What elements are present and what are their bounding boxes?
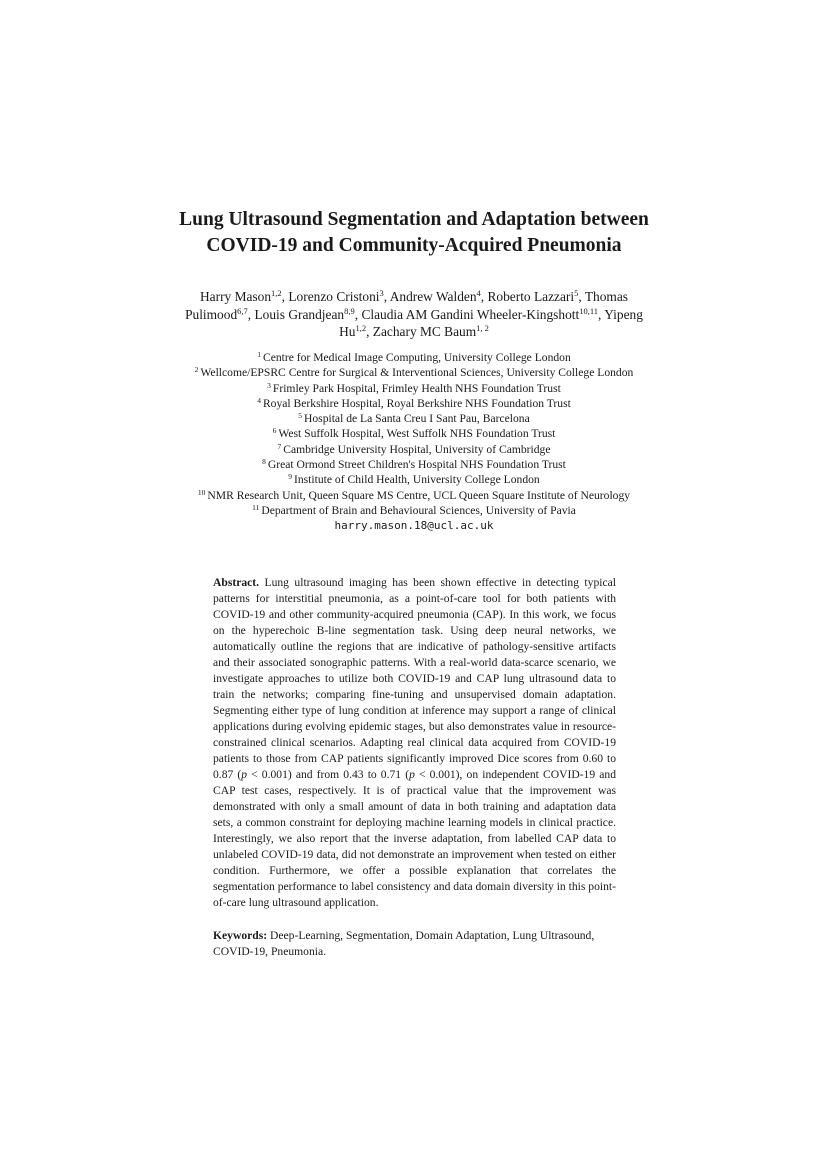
affiliation-text: Great Ormond Street Children's Hospital NHS Foundation Trust: [267, 458, 566, 472]
author: [487, 289, 584, 304]
title-line: Lung Ultrasound Segmentation and Adaptation between: [179, 209, 649, 230]
affiliation-number: 2: [194, 365, 199, 375]
author-name: Andrew Walden: [389, 289, 477, 304]
affiliation: [0, 365, 828, 380]
affiliation-text: Frimley Park Hospital, Frimley Health NHS Foundation Trust: [272, 381, 561, 395]
author-affiliation-mark: 10,11: [579, 305, 599, 316]
author-name: Roberto Lazzari: [487, 289, 575, 304]
p-value-symbol: p: [241, 768, 248, 781]
abstract-label: Abstract.: [213, 576, 260, 589]
abstract: [213, 575, 616, 911]
author-affiliation-mark: 3: [379, 288, 384, 298]
affiliation-items: [0, 350, 828, 518]
author-affiliation-mark: 4: [476, 288, 481, 298]
affiliation-number: 7: [277, 441, 282, 451]
affiliation-number: 3: [267, 380, 271, 390]
affiliation: [0, 426, 828, 441]
author-separator: ,: [366, 324, 373, 339]
author-name: Lorenzo Cristoni: [288, 289, 380, 304]
author-name: Thomas Pulimood: [185, 289, 628, 322]
author: [361, 307, 604, 322]
affiliation-number: 10: [197, 487, 206, 497]
affiliation-number: 6: [272, 426, 277, 436]
author-separator: ,: [598, 306, 605, 322]
author: [200, 289, 288, 304]
author-separator: ,: [281, 289, 289, 304]
author-name: Zachary MC Baum: [372, 324, 477, 339]
affiliation-text: Wellcome/EPSRC Centre for Surgical & Interventional Sciences, University College London: [200, 366, 634, 380]
affiliation-text: Institute of Child Health, University College London: [294, 473, 540, 487]
author-list: [180, 288, 648, 341]
author-affiliation-mark: 6,7: [237, 305, 248, 316]
affiliation: [0, 350, 828, 365]
author-name: Yipeng Hu: [339, 306, 643, 339]
author-affiliation-mark: 1,2: [271, 288, 282, 298]
affiliation: [0, 381, 828, 396]
author: [288, 289, 389, 304]
affiliation: [0, 488, 828, 503]
affiliation-number: 1: [257, 350, 261, 359]
affiliation-number: 8: [262, 457, 266, 467]
abstract-text: Lung ultrasound imaging has been shown effective in detecting typical patterns for interstitial pneumonia, as a point-of-care tool for both patients with COVID-19 and other community-acquired pneumonia (CAP). In this work, we focus on the hyperechoic B-line segmentation task. Using deep neural networks, we automatically outline the regions that are indicative of pathology-sensitive artifacts and their associated sonographic patterns. With a real-world data-scarce scenario, we investigate approaches to utilize both COVID-19 and CAP lung ultrasound data to train the networks; comparing fine-tuning and unsupervised domain adaptation. Segmenting either type of lung condition at inference may support a range of clinical applications during evolving epidemic stages, but also demonstrates value in resource-constrained clinical scenarios. Adapting real clinical data acquired from COVID-19 patients to those from CAP patients significantly improved Dice scores from 0.60 to 0.87 (: [213, 576, 616, 781]
affiliation-text: NMR Research Unit, Queen Square MS Centre, UCL Queen Square Institute of Neurology: [207, 488, 631, 502]
affiliation-number: 9: [288, 472, 293, 482]
author-affiliation-mark: 1, 2: [476, 323, 489, 333]
author-name: Harry Mason: [200, 289, 272, 304]
affiliation: [0, 457, 828, 472]
author-separator: ,: [247, 306, 255, 322]
affiliation-number: 11: [252, 502, 260, 512]
affiliation-text: West Suffolk Hospital, West Suffolk NHS Foundation Trust: [278, 427, 556, 441]
affiliation: [0, 411, 828, 426]
abstract-text: < 0.001) and from 0.43 to 0.71 (: [247, 768, 410, 781]
paper-title: [0, 207, 828, 259]
affiliation-text: Royal Berkshire Hospital, Royal Berkshire NHS Foundation Trust: [262, 396, 571, 410]
author-affiliation-mark: 1,2: [355, 323, 367, 333]
author-name: Claudia AM Gandini Wheeler-Kingshott: [361, 306, 580, 322]
author: [390, 289, 488, 304]
affiliation: [0, 442, 828, 457]
affiliation-text: Centre for Medical Image Computing, University College London: [262, 351, 571, 364]
author-affiliation-mark: 5: [574, 288, 579, 298]
affiliation: [0, 472, 828, 487]
affiliation-list: [0, 350, 828, 534]
author-separator: ,: [383, 289, 390, 304]
author: [373, 324, 489, 339]
affiliation-text: Hospital de La Santa Creu I Sant Pau, Barcelona: [304, 412, 530, 426]
abstract-text: < 0.001), on independent COVID-19 and CAP test cases, respectively. It is of practical value that the improvement was demonstrated with only a small amount of data in both training and adaptation data sets, a common constraint for deploying machine learning models in clinical practice. Interestingly, we also report that the inverse adaptation, from labelled CAP data to unlabeled COVID-19 data, did not demonstrate an improvement when tested on either condition. Furthermore, we offer a possible explanation that correlates the segmentation performance to label consistency and data domain diversity in this point-of-care lung ultrasound application.: [213, 768, 616, 909]
title-line: COVID-19 and Community-Acquired Pneumonia: [206, 235, 622, 256]
contact-email[interactable]: harry.mason.18@ucl.ac.uk: [334, 519, 494, 533]
affiliation: [0, 396, 828, 411]
p-value-symbol: p: [409, 768, 415, 781]
affiliation-number: 5: [298, 411, 303, 421]
author-affiliation-mark: 8,9: [344, 305, 355, 316]
affiliation-text: Department of Brain and Behavioural Sciences, University of Pavia: [261, 503, 576, 517]
affiliation-number: 4: [257, 395, 261, 405]
author-name: Louis Grandjean: [254, 306, 345, 322]
author-separator: ,: [480, 289, 488, 304]
keywords-label: Keywords:: [213, 929, 268, 942]
keywords: [213, 928, 616, 960]
author-separator: ,: [578, 289, 585, 304]
author: [254, 307, 361, 322]
affiliation-text: Cambridge University Hospital, University of Cambridge: [283, 442, 551, 456]
author-separator: ,: [354, 306, 362, 322]
keywords-text: Deep-Learning, Segmentation, Domain Adaptation, Lung Ultrasound, COVID-19, Pneumonia.: [213, 929, 595, 958]
affiliation: [0, 503, 828, 518]
